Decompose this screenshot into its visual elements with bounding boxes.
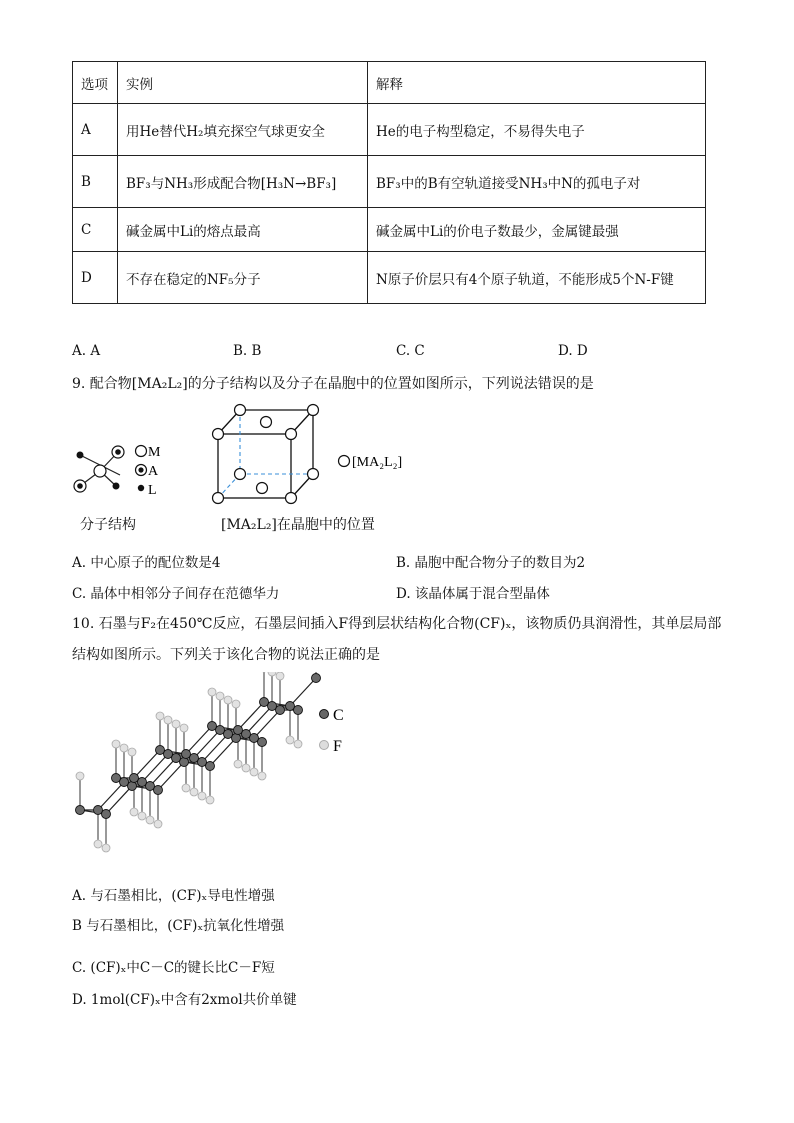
f-atom bbox=[154, 820, 162, 828]
header-example: 实例 bbox=[118, 62, 368, 104]
table-row bbox=[73, 252, 706, 304]
q10-stem-line1: 10. 石墨与F₂在450℃反应，石墨层间插入F得到层状结构化合物(CF)ₓ，该物质仍具润滑性，其单层局部 bbox=[72, 616, 722, 632]
c-atom bbox=[260, 698, 269, 707]
f-atom bbox=[182, 784, 190, 792]
q9-choice-b: B. 晶胞中配合物分子的数目为2 bbox=[396, 555, 586, 571]
f-atom bbox=[138, 812, 146, 820]
f-atom bbox=[294, 740, 302, 748]
f-atom bbox=[208, 688, 216, 696]
f-atom bbox=[94, 840, 102, 848]
cf-lattice bbox=[76, 672, 321, 852]
row-option: B bbox=[73, 156, 118, 208]
cell-legend-label: [MA₂L₂] bbox=[352, 455, 403, 470]
f-atom bbox=[216, 692, 224, 700]
c-atom bbox=[208, 722, 217, 731]
caption-molecule: 分子结构 bbox=[80, 517, 136, 533]
f-atom bbox=[250, 768, 258, 776]
cell-legend-icon bbox=[339, 456, 350, 467]
f-atom bbox=[258, 772, 266, 780]
f-atom bbox=[164, 716, 172, 724]
caption-unit-cell: [MA₂L₂]在晶胞中的位置 bbox=[221, 517, 375, 533]
row-example: 碱金属中Li的熔点最高 bbox=[118, 208, 368, 252]
table-header-row bbox=[73, 62, 706, 104]
c-atom bbox=[312, 674, 321, 683]
row-explanation: BF₃中的B有空轨道接受NH₃中N的孤电子对 bbox=[368, 156, 706, 208]
q10-choice-d: D. 1mol(CF)ₓ中含有2xmol共价单键 bbox=[72, 992, 297, 1008]
q8-choice-c: C. C bbox=[396, 343, 425, 359]
table-row bbox=[73, 156, 706, 208]
f-atom bbox=[198, 792, 206, 800]
f-atom bbox=[206, 796, 214, 804]
f-atom bbox=[276, 672, 284, 680]
f-atom bbox=[102, 844, 110, 852]
f-atom bbox=[232, 700, 240, 708]
legend-c-icon bbox=[320, 710, 329, 719]
legend-l-label: L bbox=[148, 483, 157, 498]
c-atom bbox=[130, 774, 139, 783]
header-option: 选项 bbox=[73, 62, 118, 104]
f-atom bbox=[76, 772, 84, 780]
f-atom bbox=[156, 712, 164, 720]
legend-a-label: A bbox=[148, 464, 159, 479]
f-atom bbox=[190, 788, 198, 796]
row-option: D bbox=[73, 252, 118, 304]
q8-choice-d: D. D bbox=[558, 343, 588, 359]
unit-cell-molecules bbox=[213, 405, 319, 504]
legend-c-label: C bbox=[333, 707, 344, 724]
molecule-legend bbox=[136, 446, 147, 492]
q9-choice-a: A. 中心原子的配位数是4 bbox=[72, 555, 221, 571]
header-explanation: 解释 bbox=[368, 62, 706, 104]
row-explanation: He的电子构型稳定，不易得失电子 bbox=[368, 104, 706, 156]
f-atom bbox=[268, 672, 276, 676]
q9-choice-c: C. 晶体中相邻分子间存在范德华力 bbox=[72, 586, 280, 602]
row-option: A bbox=[73, 104, 118, 156]
options-table bbox=[72, 61, 706, 304]
row-explanation: N原子价层只有4个原子轨道，不能形成5个N-F键 bbox=[368, 252, 706, 304]
q8-choice-a: A. A bbox=[72, 343, 101, 359]
f-atom bbox=[234, 760, 242, 768]
table-row bbox=[73, 104, 706, 156]
f-atom bbox=[242, 764, 250, 772]
table-row bbox=[73, 208, 706, 252]
c-atom bbox=[182, 750, 191, 759]
q10-choice-b: B 与石墨相比，(CF)ₓ抗氧化性增强 bbox=[72, 918, 285, 934]
c-atom bbox=[286, 702, 295, 711]
f-atom bbox=[146, 816, 154, 824]
c-atom bbox=[94, 806, 103, 815]
f-atom bbox=[130, 808, 138, 816]
row-explanation: 碱金属中Li的价电子数最少，金属键最强 bbox=[368, 208, 706, 252]
q9-stem: 9. 配合物[MA₂L₂]的分子结构以及分子在晶胞中的位置如图所示，下列说法错误的是 bbox=[72, 376, 594, 392]
c-atom bbox=[76, 806, 85, 815]
legend-f-label: F bbox=[333, 738, 342, 755]
q8-choice-b: B. B bbox=[233, 343, 262, 359]
row-example: 不存在稳定的NF₅分子 bbox=[118, 252, 368, 304]
c-atom bbox=[156, 746, 165, 755]
cf-structure-figure bbox=[60, 672, 400, 872]
f-atom bbox=[180, 724, 188, 732]
f-atom bbox=[286, 736, 294, 744]
row-option: C bbox=[73, 208, 118, 252]
f-atom bbox=[120, 744, 128, 752]
row-example: 用He替代H₂填充探空气球更安全 bbox=[118, 104, 368, 156]
q10-choice-c: C. (CF)ₓ中C－C的键长比C－F短 bbox=[72, 960, 275, 976]
legend-m-label: M bbox=[148, 445, 161, 460]
legend-f-icon bbox=[320, 741, 329, 750]
row-example: BF₃与NH₃形成配合物[H₃N→BF₃] bbox=[118, 156, 368, 208]
c-atom bbox=[112, 774, 121, 783]
q10-choice-a: A. 与石墨相比，(CF)ₓ导电性增强 bbox=[72, 888, 275, 904]
f-atom bbox=[224, 696, 232, 704]
q10-stem-line2: 结构如图所示。下列关于该化合物的说法正确的是 bbox=[72, 647, 380, 663]
molecule-structure bbox=[74, 446, 124, 492]
f-atom bbox=[112, 740, 120, 748]
q9-choice-d: D. 该晶体属于混合型晶体 bbox=[396, 586, 550, 602]
f-atom bbox=[172, 720, 180, 728]
f-atom bbox=[128, 748, 136, 756]
c-atom bbox=[234, 726, 243, 735]
